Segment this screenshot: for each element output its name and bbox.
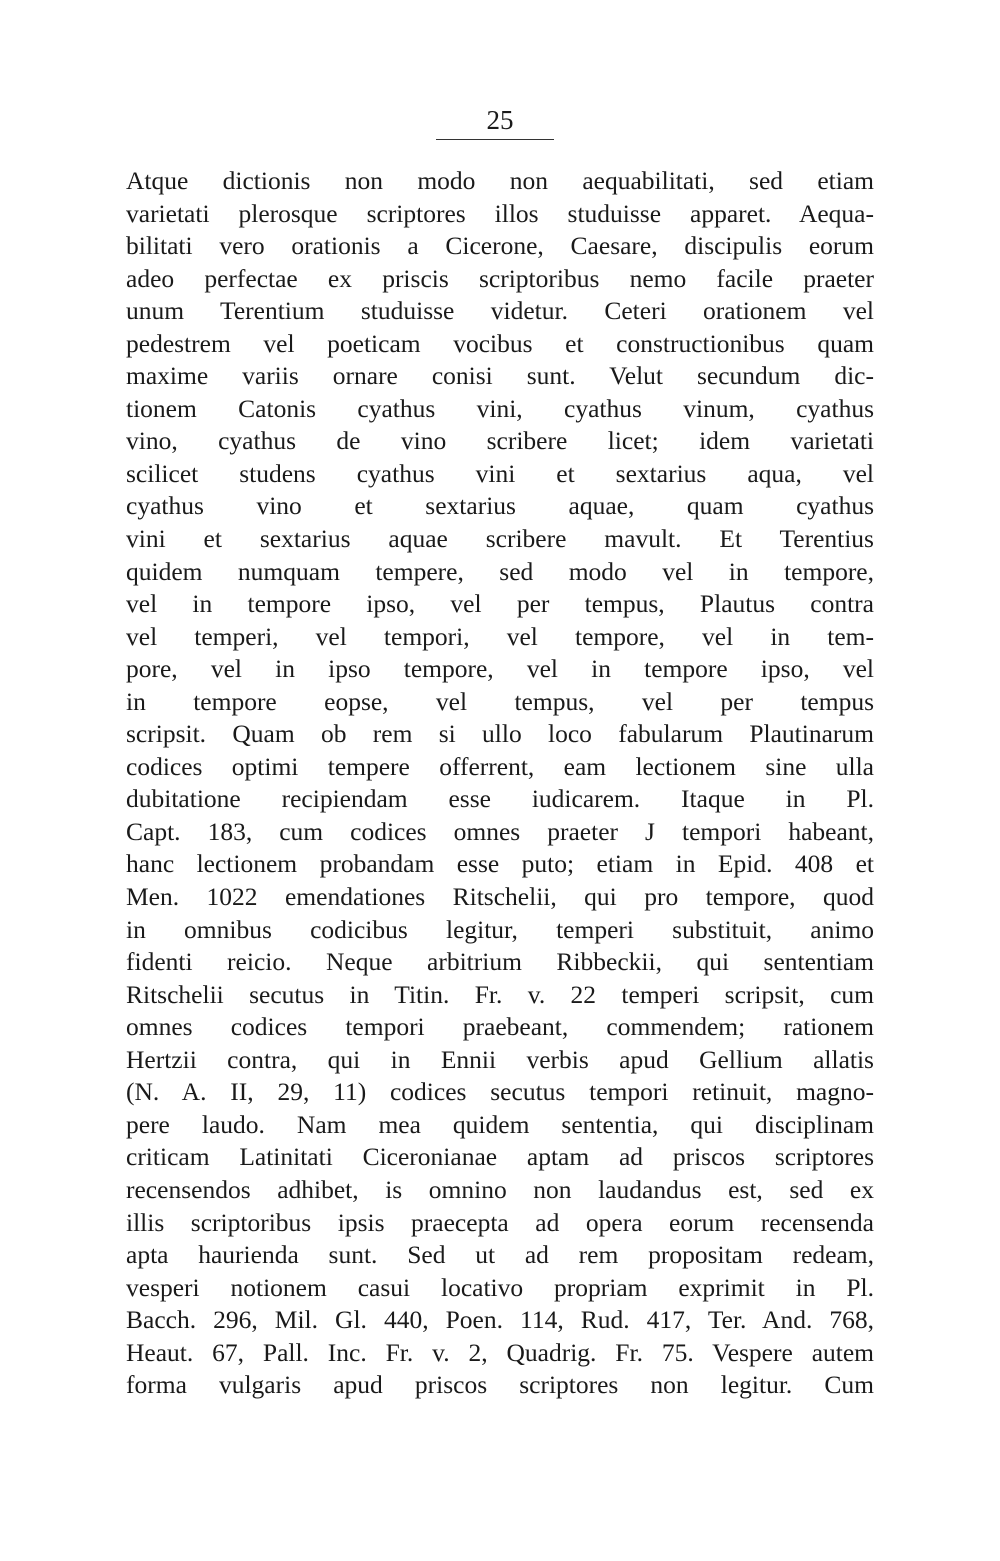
- text-line: scilicet studens cyathus vini et sextarius aqua, vel: [126, 458, 874, 488]
- text-line: criticam Latinitati Ciceronianae aptam ad priscos scriptores: [126, 1142, 874, 1172]
- body-text: [126, 165, 874, 1402]
- text-line: vino, cyathus de vino scribere licet; idem varietati: [126, 426, 874, 456]
- text-line: Ritschelii secutus in Titin. Fr. v. 22 temperi scripsit, cum: [126, 979, 874, 1009]
- text-line: hanc lectionem probandam esse puto; etiam in Epid. 408 et: [126, 849, 874, 879]
- text-line: tionem Catonis cyathus vini, cyathus vinum, cyathus: [126, 393, 874, 423]
- text-line: Men. 1022 emendationes Ritschelii, qui pro tempore, quod: [126, 882, 874, 912]
- text-line: Heaut. 67, Pall. Inc. Fr. v. 2, Quadrig. Fr. 75. Vespere autem: [126, 1337, 874, 1367]
- text-line: codices optimi tempere offerrent, eam lectionem sine ulla: [126, 751, 874, 781]
- text-line: vel in tempore ipso, vel per tempus, Plautus contra: [126, 589, 874, 619]
- text-line: vesperi notionem casui locativo propriam exprimit in Pl.: [126, 1272, 874, 1302]
- text-line: Capt. 183, cum codices omnes praeter J tempori habeant,: [126, 816, 874, 846]
- text-line: Bacch. 296, Mil. Gl. 440, Poen. 114, Rud. 417, Ter. And. 768,: [126, 1305, 874, 1335]
- text-line: pedestrem vel poeticam vocibus et constructionibus quam: [126, 328, 874, 358]
- text-line: omnes codices tempori praebeant, commendem; rationem: [126, 1012, 874, 1042]
- text-line: recensendos adhibet, is omnino non laudandus est, sed ex: [126, 1174, 874, 1204]
- text-line: pere laudo. Nam mea quidem sententia, qui disciplinam: [126, 1109, 874, 1139]
- text-line: pore, vel in ipso tempore, vel in tempore ipso, vel: [126, 654, 874, 684]
- text-line: in tempore eopse, vel tempus, vel per tempus: [126, 686, 874, 716]
- text-line: adeo perfectae ex priscis scriptoribus nemo facile praeter: [126, 263, 874, 293]
- text-line: apta haurienda sunt. Sed ut ad rem propositam redeam,: [126, 1240, 874, 1270]
- text-line: illis scriptoribus ipsis praecepta ad opera eorum recensenda: [126, 1207, 874, 1237]
- text-line: quidem numquam tempere, sed modo vel in tempore,: [126, 556, 874, 586]
- text-line: cyathus vino et sextarius aquae, quam cyathus: [126, 491, 874, 521]
- text-line: Hertzii contra, qui in Ennii verbis apud Gellium allatis: [126, 1044, 874, 1074]
- text-line: Atque dictionis non modo non aequabilitati, sed etiam: [126, 166, 874, 195]
- text-line: vel temperi, vel tempori, vel tempore, vel in tem-: [126, 621, 874, 651]
- text-line: scripsit. Quam ob rem si ullo loco fabularum Plautinarum: [126, 719, 874, 749]
- text-line: (N. A. II, 29, 11) codices secutus tempori retinuit, magno-: [126, 1077, 874, 1107]
- text-line: fidenti reicio. Neque arbitrium Ribbeckii, qui sententiam: [126, 947, 874, 977]
- text-line: forma vulgaris apud priscos scriptores non legitur. Cum: [126, 1370, 874, 1400]
- header-rule: [436, 139, 554, 140]
- text-line: dubitatione recipiendam esse iudicarem. Itaque in Pl.: [126, 784, 874, 814]
- text-line: maxime variis ornare conisi sunt. Velut secundum dic-: [126, 361, 874, 391]
- text-line: varietati plerosque scriptores illos studuisse apparet. Aequa-: [126, 198, 874, 228]
- text-line: in omnibus codicibus legitur, temperi substituit, animo: [126, 914, 874, 944]
- text-line: unum Terentium studuisse videtur. Ceteri orationem vel: [126, 296, 874, 326]
- page-number: 25: [486, 105, 514, 135]
- text-line: vini et sextarius aquae scribere mavult. Et Terentius: [126, 524, 874, 554]
- text-line: bilitati vero orationis a Cicerone, Caesare, discipulis eorum: [126, 231, 874, 261]
